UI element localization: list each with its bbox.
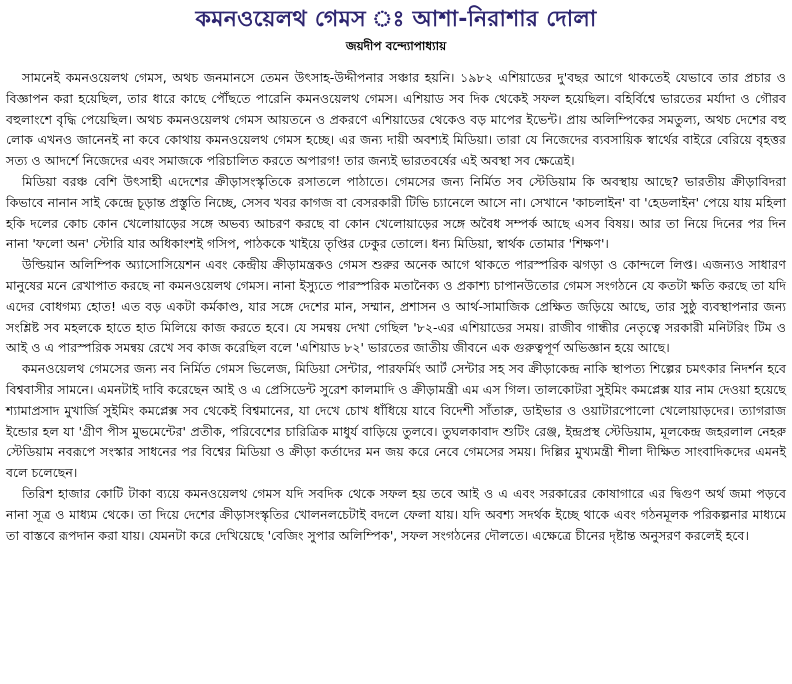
- article-title: কমনওয়েলথ গেমস ঃ আশা-নিরাশার দোলা: [195, 7, 597, 32]
- article-paragraph-1: সামনেই কমনওয়েলথ গেমস, অথচ জনমানসে তেমন উৎসাহ-উদ্দীপনার সঞ্চার হয়নি। ১৯৮২ এশিয়াডের দু'বছর আগে থাকতেই যেভাবে তার প্রচার ও বিজ্ঞাপন করা হয়েছিল, তার ধারে কাছে পৌঁছতে পারেনি কমনওয়েলথ গেমস। এশিয়াড সব দিক থেকেই সফল হয়েছিল। বহির্বিশ্বে ভারতের মর্যাদা ও গৌরব বহুলাংশে বৃদ্ধি পেয়েছিল। অথচ কমনওয়েলথ গেমস আয়তনে ও প্রকরণে এশিয়াডের থেকেও বড় মাপের ইভেন্ট। প্রায় অলিম্পিকের সমতুল্য, অথচ দেশের বহু লোক এখনও জানেনই না কবে কোথায় কমনওয়েলথ গেমস হচ্ছে। এর জন্য দায়ী অবশ্যই মিডিয়া। তারা যে নিজেদের ব্যবসায়িক স্বার্থের বাইরে বেরিয়ে বৃহত্তর সত্য ও আদর্শে নিজেদের এবং সমাজকে পরিচালিত করতে অপারগ! তার জন্যই ভারতবর্ষের এই অবস্থা সব ক্ষেত্রেই।: [6, 70, 786, 169]
- article-paragraph-2: মিডিয়া বরঞ্চ বেশি উৎসাহী এদেশের ক্রীড়াসংস্কৃতিকে রসাতলে পাঠাতে। গেমসের জন্য নির্মিত সব স্টেডিয়াম কি অবস্থায় আছে? ভারতীয় ক্রীড়াবিদরা কিভাবে নানান সাই কেন্দ্রে চূড়ান্ত প্রস্তুতি নিচ্ছে, সেসব খবর কাগজ বা বেসরকারী টিভি চ্যানেলে আসে না। সেখানে 'কাচলাইন' বা 'হেডলাইন' পেয়ে যায় মহিলা হকি দলের কোচ কোন খেলোয়াড়ের সঙ্গে অভব্য আচরণ করছে বা কোন খেলোয়াড়ের সঙ্গে অবৈধ সম্পর্ক আছে এসব বিষয়। আর তা নিয়ে দিনের পর দিন নানা 'ফলো অন' স্টোরি যার অধিকাংশই গসিপ, পাঠককে খাইয়ে তৃপ্তির ঢেকুর তোলে। ধন্য মিডিয়া, স্বার্থক তোমার 'শিক্ষণ'।: [6, 173, 786, 252]
- article-paragraph-5: তিরিশ হাজার কোটি টাকা ব্যয়ে কমনওয়েলথ গেমস যদি সবদিক থেকে সফল হয় তবে আই ও এ এবং সরকারের কোষাগারে এর দ্বিগুণ অর্থ জমা পড়বে নানা সূত্র ও মাধ্যম থেকে। তা দিয়ে দেশের ক্রীড়াসংস্কৃতির খোলনলচেটাই বদলে ফেলা যায়। যদি অবশ্য সদর্থক ইচ্ছে থাকে এবং গঠনমূলক পরিকল্পনার মাধ্যমে তা বাস্তবে রূপদান করা যায়। যেমনটা করে দেখিয়েছে 'বেজিং সুপার অলিম্পিক', সফল সংগঠনের দৌলতে। এক্ষেত্রে চীনের দৃষ্টান্ত অনুসরণ করলেই হবে।: [6, 485, 786, 543]
- article-body: [6, 68, 786, 546]
- article-paragraph-3: উল্ডিয়ান অলিম্পিক অ্যাসোসিয়েশন এবং কেন্দ্রীয় ক্রীড়ামন্ত্রকও গেমস শুরুর অনেক আগে থাকতে পারস্পরিক ঝগড়া ও কোন্দলে লিপ্ত। এজন্যও সাধারণ মানুষের মনে রেখাপাত করছে না কমনওয়েলথ গেমস। নানা ইস্যুতে পারস্পরিক মতানৈক্য ও প্রকাশ্য চাপানউতোর গেমস সংগঠনে যে কতটা ক্ষতি করছে তা যদি এদের বোধগম্য হোত! এত বড় একটা কর্মকাণ্ড, যার সঙ্গে দেশের মান, সম্মান, প্রশাসন ও আর্থ-সামাজিক প্রেক্ষিত জড়িয়ে আছে, তার সুষ্ঠু ব্যবস্থাপনার জন্য সংশ্লিষ্ট সব মহলকে হাতে হাত মিলিয়ে কাজ করতে হবে। যে সমন্বয় দেখা গেছিল '৮২-এর এশিয়াডের সময়। রাজীব গান্ধীর নেতৃত্বে সরকারী মনিটরিং টিম ও আই ও এ পারস্পরিক সমন্বয় রেখে সব কাজ করেছিল বলে 'এশিয়াড ৮২' ভারতের জাতীয় জীবনে এক গুরুত্বপূর্ণ অভিজ্ঞান হয়ে আছে।: [6, 257, 786, 356]
- article-author: জয়দীপ বন্দ্যোপাধ্যায়: [345, 39, 447, 53]
- article-paragraph-4: কমনওয়েলথ গেমসের জন্য নব নির্মিত গেমস ভিলেজ, মিডিয়া সেন্টার, পারফর্মিং আর্ট সেন্টার সহ সব ক্রীড়াকেন্দ্র নাকি স্থাপত্য শিল্পের চমৎকার নিদর্শন হবে বিশ্ববাসীর সামনে। এমনটাই দাবি করেছেন আই ও এ প্রেসিডেন্ট সুরেশ কালমাদি ও ক্রীড়ামন্ত্রী এম এস গিল। তালকোটরা সুইমিং কমপ্লেক্স যার নাম দেওয়া হয়েছে শ্যামাপ্রসাদ মুখার্জি সুইমিং কমপ্লেক্স সব থেকেই বিশ্বমানের, যা দেখে চোখ ধাঁধিয়ে যাবে বিদেশী সাঁতারু, ডাইভার ও ওয়াটারপোলো খেলোয়াড়দের। ত্যাগরাজ ইন্ডোর হল যা 'গ্রীণ পীস মুভমেন্টের' প্রতীক, পরিবেশের চারিত্রিক মাধুর্য বাড়িয়ে তুলবে। তুঘলকাবাদ শুটিং রেঞ্জ, ইন্দ্রপ্রস্থ স্টেডিয়াম, মূলকেন্দ্র জহরলাল নেহরু স্টেডিয়াম নবরূপে সংস্কার সাধনের পর বিশ্বের মিডিয়া ও ক্রীড়া কর্তাদের মন জয় করে নেবে গেমসের সময়। দিল্লির মুখ্যমন্ত্রী শীলা দীক্ষিত সাংবাদিকদের এমনই বলে চলেছেন।: [6, 361, 786, 481]
